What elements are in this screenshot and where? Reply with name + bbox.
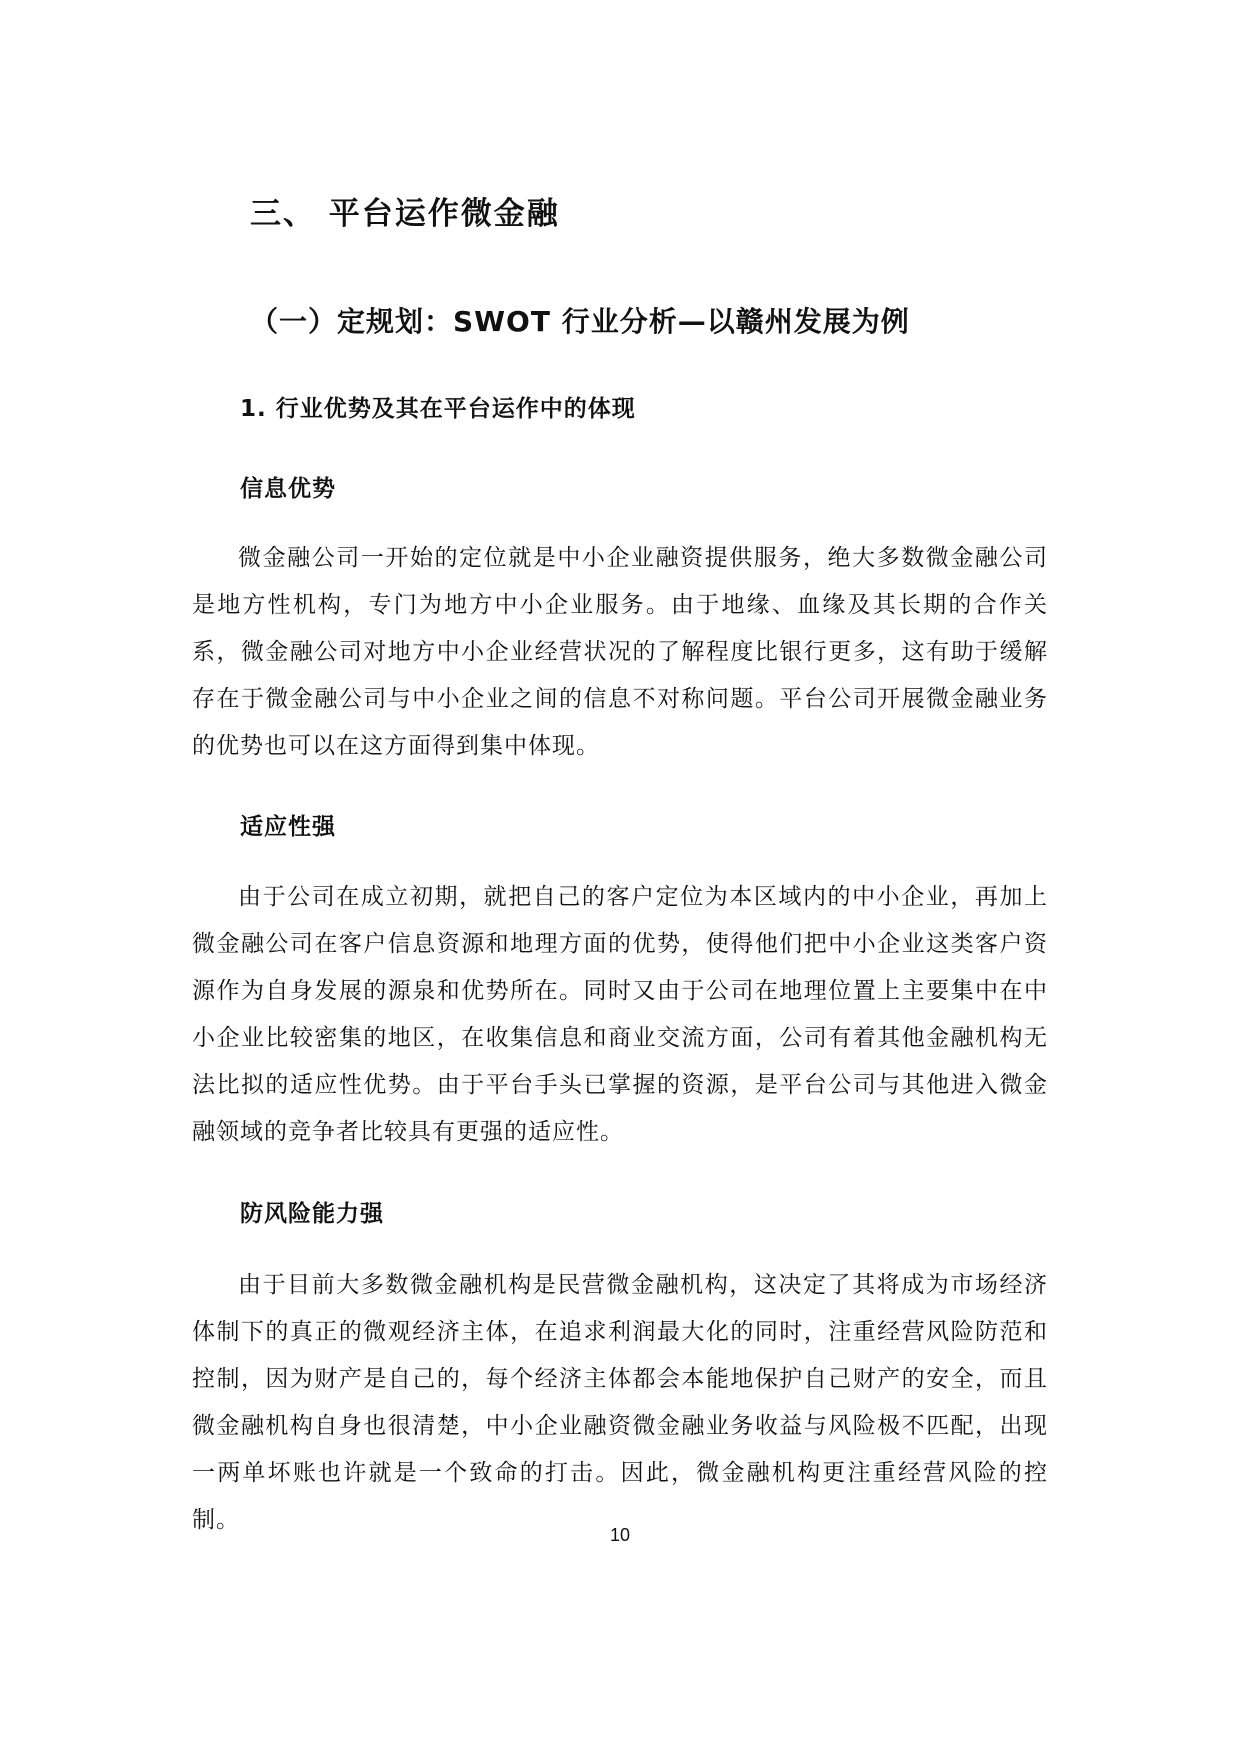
- page-number: 10: [609, 1525, 631, 1545]
- point-title: 1. 行业优势及其在平台运作中的体现: [240, 396, 636, 422]
- subsection-title: （一）定规划：SWOT 行业分析—以赣州发展为例: [250, 305, 910, 338]
- paragraph-adaptability: 由于公司在成立初期，就把自己的客户定位为本区域内的中小企业，再加上微金融公司在客户信息资源和地理方面的优势，使得他们把中小企业这类客户资源作为自身发展的源泉和优势所在。同时又由于公司在地理位置上主要集中在中小企业比较密集的地区，在收集信息和商业交流方面，公司有着其他金融机构无法比拟的适应性优势。由于平台手头已掌握的资源，是平台公司与其他进入微金融领域的竞争者比较具有更强的适应性。: [192, 884, 1048, 1145]
- paragraph-risk-prevention: 由于目前大多数微金融机构是民营微金融机构，这决定了其将成为市场经济体制下的真正的微观经济主体，在追求利润最大化的同时，注重经营风险防范和控制，因为财产是自己的，每个经济主体都会本能地保护自己财产的安全，而且微金融机构自身也很清楚，中小企业融资微金融业务收益与风险极不匹配，出现一两单坏账也许就是一个致命的打击。因此，微金融机构更注重经营风险的控制。: [192, 1272, 1048, 1533]
- heading-information-advantage: 信息优势: [240, 476, 336, 502]
- section-title: 三、 平台运作微金融: [250, 196, 560, 232]
- heading-risk-prevention: 防风险能力强: [240, 1201, 384, 1227]
- heading-adaptability: 适应性强: [240, 814, 336, 840]
- paragraph-information-advantage: 微金融公司一开始的定位就是中小企业融资提供服务，绝大多数微金融公司是地方性机构，专门为地方中小企业服务。由于地缘、血缘及其长期的合作关系，微金融公司对地方中小企业经营状况的了解程度比银行更多，这有助于缓解存在于微金融公司与中小企业之间的信息不对称问题。平台公司开展微金融业务的优势也可以在这方面得到集中体现。: [192, 545, 1048, 759]
